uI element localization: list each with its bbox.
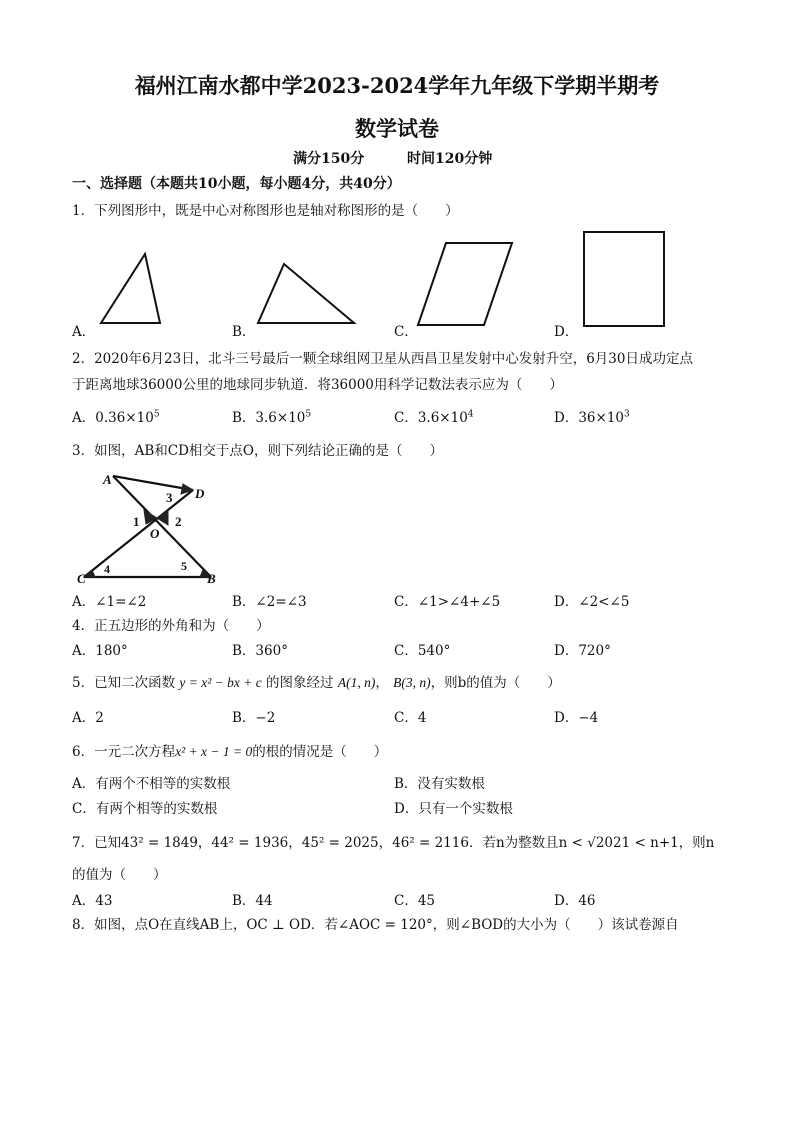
q7-option-b[interactable]: B．44 [232,893,273,909]
exam-subtitle: 数学试卷 [355,116,439,141]
q6-option-a[interactable]: A．有两个不相等的实数根 [72,776,231,792]
q3-label-b: B [207,571,216,586]
q2-stem-line1: 2．2020年6月23日，北斗三号最后一颗全球组网卫星从西昌卫星发射中心发射升空，6月30日成功定点 [72,351,693,367]
q5-point-a: A(1, n) [337,675,376,690]
q6-option-c[interactable]: C．有两个相等的实数根 [72,801,218,817]
q7-option-c[interactable]: C．45 [394,893,436,909]
q6-equation: x² + x − 1 = 0 [175,744,253,759]
q3-label-d: D [195,486,205,501]
q1-stem: 1．下列图形中，既是中心对称图形也是轴对称图形的是（ ） [72,203,459,219]
q2-option-a[interactable]: A．$0.36\times 10^5$ [72,409,160,426]
q2-option-b[interactable]: B．$3.6\times 10^5$ [232,409,312,426]
q3-option-a[interactable]: A．∠1=∠2 [72,594,147,610]
exam-title: 福州江南水都中学2023-2024学年九年级下学期半期考 [134,73,660,98]
q2-stem-line2: 于距离地球36000公里的地球同步轨道．将36000用科学记数法表示应为（ ） [72,377,563,393]
q2-option-d[interactable]: D．$36\times 10^3$ [554,409,630,426]
q3-stem: 3．如图，AB和CD相交于点O，则下列结论正确的是（ ） [72,443,443,459]
q6-option-d[interactable]: D．只有一个实数根 [394,801,513,817]
q7-option-d[interactable]: D．46 [554,893,596,909]
score-info: 满分150分 [293,151,365,167]
q4-option-d[interactable]: D．720° [554,643,611,659]
q1-option-d[interactable]: D． [554,324,579,340]
q3-option-d[interactable]: D．∠2<∠5 [554,594,630,610]
q3-label-o: O [150,526,160,541]
q7-option-a[interactable]: A．43 [72,893,113,909]
q1-option-b[interactable]: B． [232,324,256,340]
q4-stem: 4．正五边形的外角和为（ ） [72,618,270,634]
q7-stem-line1: 7．已知43² = 1849，44² = 1936，45² = 2025，46² = 2116．若n为整数且n < √2021 < n+1，则n [72,835,715,851]
q5-function-expr: y = x² − bx + c [179,675,262,690]
q3-angle-4: 4 [104,562,110,576]
q8-stem: 8．如图，点O在直线AB上，OC ⊥ OD．若∠AOC = 120°，则∠BOD的大小为（ ）该试卷源自 [72,917,679,933]
q3-option-b[interactable]: B．∠2=∠3 [232,594,307,610]
time-info: 时间120分钟 [407,151,493,167]
q4-option-c[interactable]: C．540° [394,643,451,659]
q3-angle-3: 3 [166,490,173,505]
q3-angle-2: 2 [175,514,182,529]
q6-stem: 6．一元二次方程x² + x − 1 = 0的根的情况是（ ） [72,744,388,760]
q6-option-b[interactable]: B．没有实数根 [394,776,485,792]
q3-label-a: A [103,472,112,487]
q5-point-b: B(3, n) [393,675,431,690]
q2-option-c[interactable]: C．$3.6\times 10^4$ [394,409,474,426]
q5-option-b[interactable]: B．−2 [232,710,276,726]
q5-stem: 5．已知二次函数 y = x² − bx + c 的图象经过 A(1, n)， B(3, n)，则b的值为（ ） [72,675,561,691]
section-heading-choice: 一、选择题（本题共10小题，每小题4分，共40分） [72,176,401,192]
q3-angle-5: 5 [181,559,187,573]
q1-option-a[interactable]: A． [72,324,96,340]
q5-option-c[interactable]: C．4 [394,710,427,726]
q3-angle-1: 1 [133,514,140,529]
q4-option-a[interactable]: A．180° [72,643,128,659]
q7-stem-line2: 的值为（ ） [72,867,167,883]
q3-label-c: C [77,571,86,586]
q5-option-a[interactable]: A．2 [72,710,104,726]
q4-option-b[interactable]: B．360° [232,643,288,659]
q3-option-c[interactable]: C．∠1>∠4+∠5 [394,594,501,610]
q1-option-c[interactable]: C． [394,324,418,340]
q5-option-d[interactable]: D．−4 [554,710,599,726]
